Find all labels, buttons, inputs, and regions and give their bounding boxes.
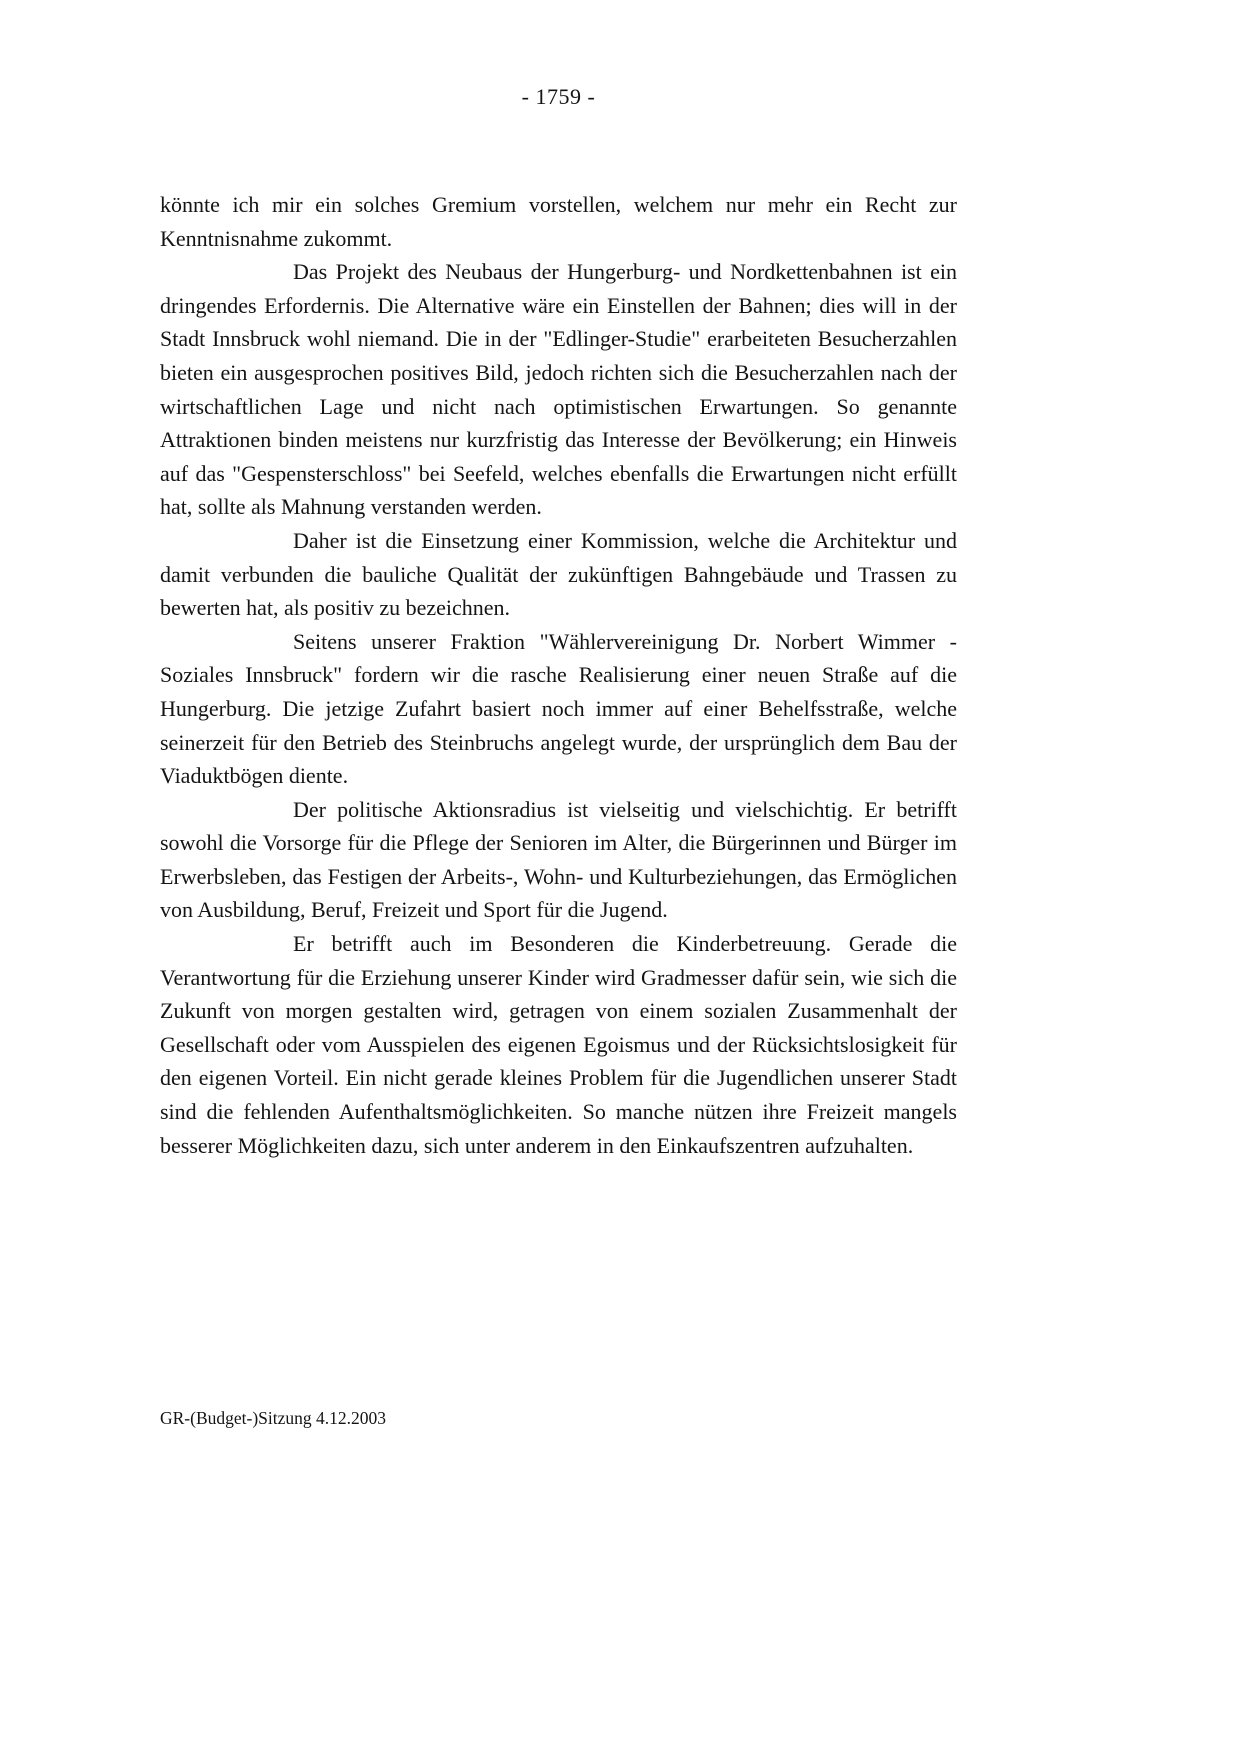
paragraph-2: Das Projekt des Neubaus der Hungerburg- und Nordkettenbahnen ist ein dringendes Erfordernis. Die Alternative wäre ein Einstellen der Bahnen; dies will in der Stadt Innsbruck wohl niemand. Die in der "Edlinger-Studie" erarbeiteten Besucherzahlen bieten ein ausgesprochen positives Bild, jedoch richten sich die Besucherzahlen nach der wirtschaftlichen Lage und nicht nach optimistischen Erwartungen. So genannte Attraktionen binden meistens nur kurzfristig das Interesse der Bevölkerung; ein Hinweis auf das "Gespensterschloss" bei Seefeld, welches ebenfalls die Erwartungen nicht erfüllt hat, sollte als Mahnung verstanden werden. [160,259,957,520]
paragraph-1: könnte ich mir ein solches Gremium vorstellen, welchem nur mehr ein Recht zur Kenntnisnahme zukommt. [160,192,957,251]
paragraph-3: Daher ist die Einsetzung einer Kommission, welche die Architektur und damit verbunden die bauliche Qualität der zukünftigen Bahngebäude und Trassen zu bewerten hat, als positiv zu bezeichnen. [160,527,957,621]
paragraph-4: Seitens unserer Fraktion "Wählervereinigung Dr. Norbert Wimmer - Soziales Innsbruck" fordern wir die rasche Realisierung einer neuen Straße auf die Hungerburg. Die jetzige Zufahrt basiert noch immer auf einer Behelfsstraße, welche seinerzeit für den Betrieb des Steinbruchs angelegt wurde, der ursprünglich dem Bau der Viaduktbögen diente. [160,628,957,789]
body-text [160,188,957,1162]
paragraph-5: Der politische Aktionsradius ist vielseitig und vielschichtig. Er betrifft sowohl die Vorsorge für die Pflege der Senioren im Alter, die Bürgerinnen und Bürger im Erwerbsleben, das Festigen der Arbeits-, Wohn- und Kulturbeziehungen, das Ermöglichen von Ausbildung, Beruf, Freizeit und Sport für die Jugend. [160,796,957,923]
page-number: - 1759 - [521,84,596,109]
footer-session-label: GR-(Budget-)Sitzung 4.12.2003 [160,1408,387,1428]
paragraph-6: Er betrifft auch im Besonderen die Kinderbetreuung. Gerade die Verantwortung für die Erziehung unserer Kinder wird Gradmesser dafür sein, wie sich die Zukunft von morgen gestalten wird, getragen von einem sozialen Zusammenhalt der Gesellschaft oder vom Ausspielen des eigenen Egoismus und der Rücksichtslosigkeit für den eigenen Vorteil. Ein nicht gerade kleines Problem für die Jugendlichen unserer Stadt sind die fehlenden Aufenthaltsmöglichkeiten. So manche nützen ihre Freizeit mangels besserer Möglichkeiten dazu, sich unter anderem in den Einkaufszentren aufzuhalten. [160,931,957,1158]
